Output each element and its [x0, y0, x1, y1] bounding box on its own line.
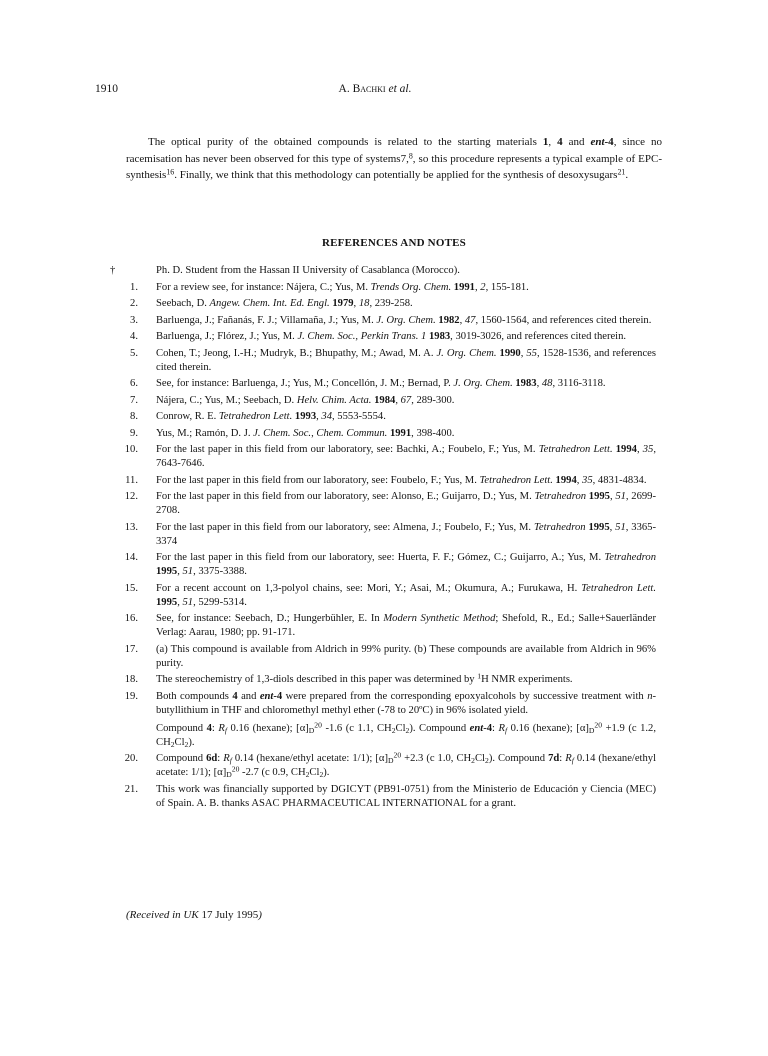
- reference-item: [0, 297, 656, 311]
- reference-text: Barluenga, J.; Fañanás, F. J.; Villamaña, J.; Yus, M. J. Org. Chem. 1982, 47, 1560-1564, and references cited therein.: [156, 314, 652, 326]
- reference-item: [0, 521, 656, 549]
- reference-item: [0, 752, 656, 780]
- reference-number: 1.: [130, 281, 138, 293]
- reference-text: Both compounds 4 and ent-4 were prepared from the corresponding epoxyalcohols by successive treatment with n-butyllithium in THF and chloromethyl methyl ether (-78 to 20ºC) in 96% isolated yield. Compound 4: $R_f$ 0.16 (hexane); $[\alpha]_D^{20}$ -1.6 (c 1.1, $CH_2Cl_2$). Compound ent-4: $R_f$ 0.16 (hexane); $[\alpha]_D^{20} +1.9$ (c 1.2, $CH_2Cl_2$).: [156, 690, 657, 749]
- reference-text: The stereochemistry of 1,3-diols described in this paper was determined by $^1$H NMR experiments.: [156, 671, 573, 685]
- reference-number: 10.: [124, 444, 138, 455]
- running-head: A. Bachki et al.: [338, 83, 412, 95]
- reference-text: For a recent account on 1,3-polyol chains, see: Mori, Y.; Asai, M.; Okumura, A.; Furukawa, H. Tetrahedron Lett. 1995, 51, 5299-5314.: [156, 582, 656, 608]
- reference-number: 17.: [124, 643, 138, 655]
- reference-number: 16.: [124, 613, 138, 624]
- reference-item: [0, 314, 656, 328]
- reference-number: 14.: [124, 552, 138, 563]
- reference-number: 19.: [124, 690, 138, 702]
- reference-number: †: [110, 265, 116, 276]
- reference-item: [0, 377, 656, 391]
- reference-number: 5.: [130, 347, 138, 359]
- reference-text: (a) This compound is available from Aldrich in 99% purity. (b) These compounds are available from Aldrich in 96% purity.: [156, 643, 656, 669]
- reference-number: 21.: [124, 783, 138, 795]
- reference-text: Barluenga, J.; Flórez, J.; Yus, M. J. Chem. Soc., Perkin Trans. 1 1983, 3019-3026, and references cited therein.: [156, 331, 627, 342]
- section-heading: REFERENCES AND NOTES: [322, 237, 466, 249]
- reference-number: 8.: [130, 411, 138, 422]
- reference-text: For the last paper in this field from our laboratory, see: Bachki, A.; Foubelo, F.; Yus, M. Tetrahedron Lett. 1994, 35, 7643-7646.: [156, 444, 656, 469]
- reference-text: For the last paper in this field from our laboratory, see: Alonso, E.; Guijarro, D.; Yus, M. Tetrahedron 1995, 51, 2699-2708.: [156, 491, 657, 516]
- reference-number: 13.: [124, 521, 138, 533]
- reference-text: Seebach, D. Angew. Chem. Int. Ed. Engl. 1979, 18, 239-258.: [156, 298, 413, 309]
- reference-number: 6.: [130, 378, 138, 389]
- reference-text: For the last paper in this field from our laboratory, see: Huerta, F. F.; Gómez, C.; Guijarro, A.; Yus, M. Tetrahedron 1995, 51, 3375-3388.: [156, 552, 656, 577]
- reference-text: This work was financially supported by DGICYT (PB91-0751) from the Ministerio de Educación y Ciencia (MEC) of Spain. A. B. thanks ASAC PHARMACEUTICAL INTERNATIONAL for a grant.: [156, 783, 656, 809]
- received-date: (Received in UK 17 July 1995): [126, 909, 262, 921]
- reference-item: [0, 281, 656, 295]
- reference-item: [0, 783, 656, 811]
- reference-item: [0, 690, 656, 750]
- reference-item: [0, 582, 656, 610]
- reference-text: Conrow, R. E. Tetrahedron Lett. 1993, 34, 5553-5554.: [156, 411, 386, 422]
- reference-number: 7.: [130, 394, 138, 406]
- reference-text: Yus, M.; Ramón, D. J. J. Chem. Soc., Chem. Commun. 1991, 398-400.: [156, 427, 455, 439]
- page-number: 1910: [95, 83, 118, 95]
- reference-text: Cohen, T.; Jeong, I.-H.; Mudryk, B.; Bhupathy, M.; Awad, M. A. J. Org. Chem. 1990, 55, 1528-1536, and references cited therein.: [156, 347, 656, 373]
- reference-number: 15.: [124, 582, 138, 594]
- reference-item: [0, 264, 656, 278]
- reference-item: [0, 551, 656, 579]
- reference-number: 20.: [124, 753, 138, 764]
- reference-item: [0, 443, 656, 471]
- reference-text: See, for instance: Seebach, D.; Hungerbühler, E. In Modern Synthetic Method; Shefold, R., Ed.; Salle+Sauerländer Verlag: Aarau, 1980; pp. 91-171.: [156, 613, 656, 638]
- reference-number: 18.: [124, 674, 138, 685]
- reference-text: For a review see, for instance: Nájera, C.; Yus, M. Trends Org. Chem. 1991, 2, 155-181.: [156, 281, 529, 293]
- reference-text: Compound 6d: $R_f$ 0.14 (hexane/ethyl acetate: 1/1); $[\alpha]_D^{20} +2.3$ (c 1.0, $CH_2Cl_2$). Compound 7d: $R_f$ 0.14 (hexane/ethyl acetate: 1/1); $[\alpha]_D^{20}$ -2.7 (c 0.9, $CH_2Cl_2$).: [156, 750, 657, 779]
- reference-item: [0, 330, 656, 344]
- reference-number: 11.: [125, 474, 138, 486]
- reference-item: [0, 394, 656, 408]
- reference-number: 12.: [124, 491, 138, 502]
- intro-paragraph: The optical purity of the obtained compounds is related to the starting materials 1, 4 and ent-4, since no racemisation has never been observed for this type of systems7,$^8$, so this procedure represents a typical example of EPC-synthesis$^{16}$. Finally, we think that this methodology can potentially be applied for the synthesis of desoxysugars$^{21}$.: [126, 136, 663, 181]
- reference-item: [0, 643, 656, 671]
- reference-text: For the last paper in this field from our laboratory, see: Foubelo, F.; Yus, M. Tetrahedron Lett. 1994, 35, 4831-4834.: [156, 474, 647, 486]
- reference-item: [0, 410, 656, 424]
- reference-list: [0, 264, 768, 813]
- reference-text: Ph. D. Student from the Hassan II University of Casablanca (Morocco).: [156, 265, 460, 276]
- reference-number: 4.: [130, 331, 138, 342]
- reference-number: 9.: [130, 427, 138, 439]
- page-header: [95, 83, 655, 99]
- reference-item: [0, 427, 656, 441]
- reference-item: [0, 612, 656, 640]
- reference-item: [0, 673, 656, 687]
- reference-number: 3.: [130, 314, 138, 326]
- reference-text: Nájera, C.; Yus, M.; Seebach, D. Helv. Chim. Acta. 1984, 67, 289-300.: [156, 394, 455, 406]
- reference-item: [0, 347, 656, 375]
- reference-item: [0, 490, 656, 518]
- reference-number: 2.: [130, 298, 138, 309]
- reference-text: For the last paper in this field from our laboratory, see: Almena, J.; Foubelo, F.; Yus, M. Tetrahedron 1995, 51, 3365-3374: [156, 521, 656, 547]
- reference-item: [0, 474, 656, 488]
- reference-text: See, for instance: Barluenga, J.; Yus, M.; Concellón, J. M.; Bernad, P. J. Org. Chem. 1983, 48, 3116-3118.: [156, 378, 606, 389]
